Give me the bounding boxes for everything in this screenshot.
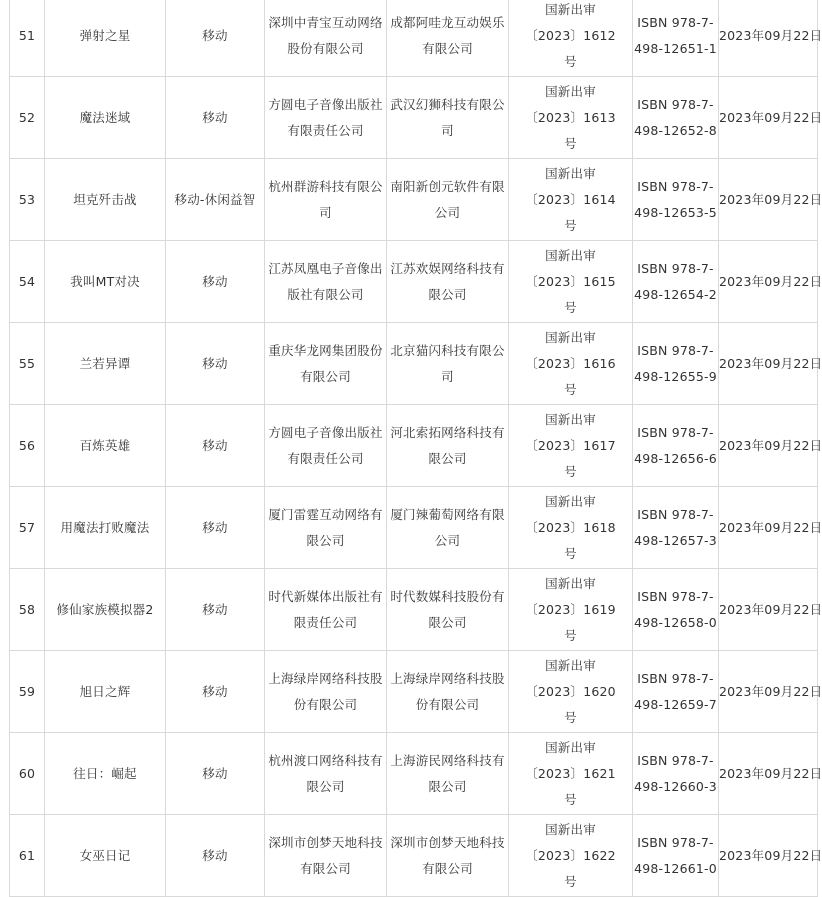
approval-date: 2023年09月22日: [719, 159, 818, 241]
publisher: 重庆华龙网集团股份有限公司: [265, 323, 387, 405]
game-name: 坦克歼击战: [45, 159, 166, 241]
approval-number: [509, 733, 633, 815]
table-row: [10, 241, 818, 323]
approval-date: 2023年09月22日: [719, 405, 818, 487]
row-number: 54: [10, 241, 45, 323]
row-number: 60: [10, 733, 45, 815]
publisher: 杭州渡口网络科技有限公司: [265, 733, 387, 815]
approval-line-1: 国新出审: [545, 329, 596, 345]
operator: 南阳新创元软件有限公司: [387, 159, 509, 241]
isbn-line-1: ISBN 978-7-: [637, 752, 714, 768]
game-approval-table: [9, 0, 822, 897]
game-type: 移动: [166, 569, 265, 651]
isbn-line-2: 498-12655-9: [634, 368, 717, 384]
game-name: 兰若异谭: [45, 323, 166, 405]
row-number: 59: [10, 651, 45, 733]
approval-line-2: 〔2023〕1615: [525, 273, 616, 289]
approval-date: 2023年09月22日: [719, 815, 818, 897]
isbn: [633, 651, 719, 733]
isbn-line-2: 498-12660-3: [634, 778, 717, 794]
game-type: 移动: [166, 487, 265, 569]
game-type: 移动: [166, 405, 265, 487]
isbn-line-2: 498-12661-0: [634, 860, 717, 876]
approval-line-3: 号: [564, 545, 577, 561]
game-type: 移动: [166, 0, 265, 77]
approval-date: 2023年09月22日: [719, 569, 818, 651]
approval-number: [509, 77, 633, 159]
operator: 河北索拓网络科技有限公司: [387, 405, 509, 487]
table-row: [10, 815, 818, 897]
operator: 深圳市创梦天地科技有限公司: [387, 815, 509, 897]
approval-line-2: 〔2023〕1622: [525, 847, 616, 863]
table-row: [10, 569, 818, 651]
isbn: [633, 77, 719, 159]
game-name: 百炼英雄: [45, 405, 166, 487]
table-row: [10, 159, 818, 241]
approval-date: 2023年09月22日: [719, 77, 818, 159]
isbn-line-1: ISBN 978-7-: [637, 506, 714, 522]
approval-line-2: 〔2023〕1621: [525, 765, 616, 781]
publisher: 时代新媒体出版社有限责任公司: [265, 569, 387, 651]
game-name: 用魔法打败魔法: [45, 487, 166, 569]
isbn-line-1: ISBN 978-7-: [637, 424, 714, 440]
approval-date: 2023年09月22日: [719, 733, 818, 815]
approval-line-2: 〔2023〕1613: [525, 109, 616, 125]
approval-number: [509, 815, 633, 897]
publisher: 江苏凤凰电子音像出版社有限公司: [265, 241, 387, 323]
approval-line-3: 号: [564, 627, 577, 643]
isbn-line-1: ISBN 978-7-: [637, 178, 714, 194]
isbn-line-2: 498-12651-1: [634, 40, 717, 56]
isbn: [633, 405, 719, 487]
isbn-line-2: 498-12654-2: [634, 286, 717, 302]
isbn-line-2: 498-12653-5: [634, 204, 717, 220]
publisher: 杭州群游科技有限公司: [265, 159, 387, 241]
approval-line-2: 〔2023〕1612: [525, 27, 616, 43]
approval-line-1: 国新出审: [545, 821, 596, 837]
approval-line-3: 号: [564, 873, 577, 889]
table-body: [10, 0, 822, 897]
isbn-line-2: 498-12658-0: [634, 614, 717, 630]
isbn-line-1: ISBN 978-7-: [637, 670, 714, 686]
approval-line-1: 国新出审: [545, 1, 596, 17]
operator: 北京猫闪科技有限公司: [387, 323, 509, 405]
approval-line-1: 国新出审: [545, 165, 596, 181]
table-row: [10, 733, 818, 815]
isbn-line-2: 498-12659-7: [634, 696, 717, 712]
table-row: [10, 323, 818, 405]
game-type: 移动: [166, 323, 265, 405]
approval-number: [509, 651, 633, 733]
approval-number: [509, 405, 633, 487]
row-number: 58: [10, 569, 45, 651]
publisher: 方圆电子音像出版社有限责任公司: [265, 405, 387, 487]
approval-line-1: 国新出审: [545, 739, 596, 755]
isbn: [633, 733, 719, 815]
approval-number: [509, 0, 633, 77]
approval-line-3: 号: [564, 381, 577, 397]
approval-line-3: 号: [564, 791, 577, 807]
table-row: [10, 487, 818, 569]
publisher: 深圳市创梦天地科技有限公司: [265, 815, 387, 897]
game-name: 修仙家族模拟器2: [45, 569, 166, 651]
game-type: 移动: [166, 77, 265, 159]
approval-number: [509, 159, 633, 241]
approval-line-2: 〔2023〕1617: [525, 437, 616, 453]
publisher: 方圆电子音像出版社有限责任公司: [265, 77, 387, 159]
operator: 上海绿岸网络科技股份有限公司: [387, 651, 509, 733]
row-number: 51: [10, 0, 45, 77]
approval-number: [509, 569, 633, 651]
publisher: 上海绿岸网络科技股份有限公司: [265, 651, 387, 733]
publisher: 深圳中青宝互动网络股份有限公司: [265, 0, 387, 77]
approval-date: 2023年09月22日: [719, 323, 818, 405]
game-name: 女巫日记: [45, 815, 166, 897]
operator: 时代数媒科技股份有限公司: [387, 569, 509, 651]
approval-line-3: 号: [564, 135, 577, 151]
isbn: [633, 323, 719, 405]
table-row: [10, 405, 818, 487]
approval-line-2: 〔2023〕1614: [525, 191, 616, 207]
approval-line-1: 国新出审: [545, 247, 596, 263]
game-name: 我叫MT对决: [45, 241, 166, 323]
game-type: 移动: [166, 815, 265, 897]
operator: 上海游民网络科技有限公司: [387, 733, 509, 815]
isbn-line-1: ISBN 978-7-: [637, 834, 714, 850]
isbn-line-1: ISBN 978-7-: [637, 96, 714, 112]
approval-line-1: 国新出审: [545, 493, 596, 509]
approval-line-1: 国新出审: [545, 83, 596, 99]
approval-number: [509, 487, 633, 569]
isbn: [633, 159, 719, 241]
game-name: 弹射之星: [45, 0, 166, 77]
isbn-line-1: ISBN 978-7-: [637, 14, 714, 30]
row-number: 53: [10, 159, 45, 241]
approval-date: 2023年09月22日: [719, 487, 818, 569]
isbn-line-2: 498-12656-6: [634, 450, 717, 466]
isbn-line-2: 498-12652-8: [634, 122, 717, 138]
game-name: 魔法迷域: [45, 77, 166, 159]
game-type: 移动-休闲益智: [166, 159, 265, 241]
game-name: 旭日之辉: [45, 651, 166, 733]
approval-line-1: 国新出审: [545, 411, 596, 427]
approval-line-2: 〔2023〕1620: [525, 683, 616, 699]
approval-line-1: 国新出审: [545, 657, 596, 673]
row-number: 57: [10, 487, 45, 569]
approval-date: 2023年09月22日: [719, 651, 818, 733]
publisher: 厦门雷霆互动网络有限公司: [265, 487, 387, 569]
approval-line-2: 〔2023〕1619: [525, 601, 616, 617]
approval-line-3: 号: [564, 463, 577, 479]
game-type: 移动: [166, 241, 265, 323]
isbn-line-1: ISBN 978-7-: [637, 260, 714, 276]
row-number: 61: [10, 815, 45, 897]
approval-line-3: 号: [564, 709, 577, 725]
operator: 武汉幻狮科技有限公司: [387, 77, 509, 159]
approval-date: 2023年09月22日: [719, 241, 818, 323]
approval-line-2: 〔2023〕1618: [525, 519, 616, 535]
isbn-line-1: ISBN 978-7-: [637, 588, 714, 604]
approval-date: 2023年09月22日: [719, 0, 818, 77]
approval-number: [509, 241, 633, 323]
approval-number: [509, 323, 633, 405]
isbn: [633, 0, 719, 77]
isbn: [633, 241, 719, 323]
row-number: 55: [10, 323, 45, 405]
row-number: 56: [10, 405, 45, 487]
game-name: 往日：崛起: [45, 733, 166, 815]
operator: 江苏欢娱网络科技有限公司: [387, 241, 509, 323]
operator: 成都阿哇龙互动娱乐有限公司: [387, 0, 509, 77]
isbn-line-1: ISBN 978-7-: [637, 342, 714, 358]
isbn-line-2: 498-12657-3: [634, 532, 717, 548]
approval-line-3: 号: [564, 217, 577, 233]
approval-line-2: 〔2023〕1616: [525, 355, 616, 371]
approval-line-1: 国新出审: [545, 575, 596, 591]
isbn: [633, 569, 719, 651]
table-row: [10, 0, 818, 77]
isbn: [633, 487, 719, 569]
approval-line-3: 号: [564, 299, 577, 315]
row-number: 52: [10, 77, 45, 159]
isbn: [633, 815, 719, 897]
game-type: 移动: [166, 651, 265, 733]
table-row: [10, 77, 818, 159]
table-row: [10, 651, 818, 733]
approval-line-3: 号: [564, 53, 577, 69]
game-type: 移动: [166, 733, 265, 815]
operator: 厦门辣葡萄网络有限公司: [387, 487, 509, 569]
